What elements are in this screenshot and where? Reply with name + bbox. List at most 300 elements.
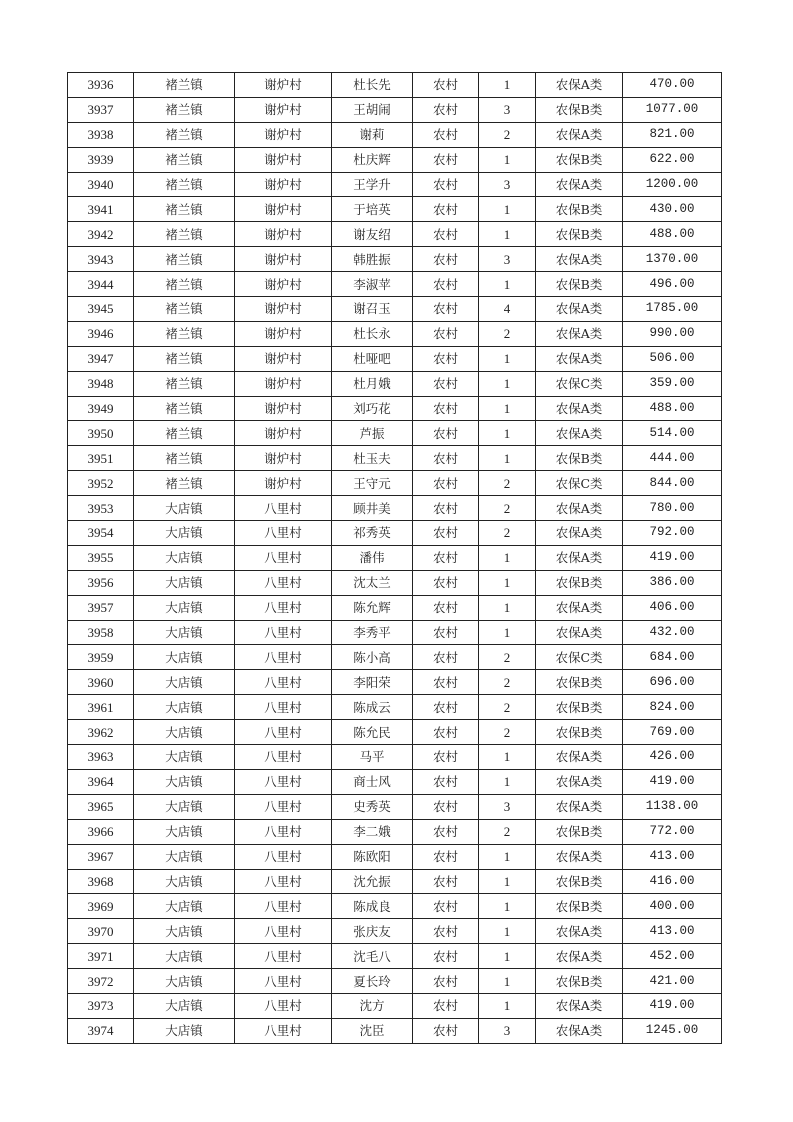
cell-serial-number: 3943 [68,247,134,272]
table-row [68,570,722,595]
cell-person-count: 1 [479,545,536,570]
cell-amount: 430.00 [623,197,722,222]
cell-person-count: 3 [479,794,536,819]
table-row [68,321,722,346]
cell-amount: 1077.00 [623,97,722,122]
cell-town: 大店镇 [134,894,235,919]
cell-person-count: 1 [479,844,536,869]
cell-village: 八里村 [235,645,332,670]
cell-serial-number: 3974 [68,1018,134,1043]
table-row [68,769,722,794]
cell-town: 大店镇 [134,521,235,546]
cell-name: 祁秀英 [332,521,413,546]
table-row [68,545,722,570]
cell-serial-number: 3937 [68,97,134,122]
cell-amount: 400.00 [623,894,722,919]
table-row [68,595,722,620]
cell-name: 夏长玲 [332,969,413,994]
cell-person-count: 1 [479,446,536,471]
table-row [68,894,722,919]
cell-category: 农保B类 [536,272,623,297]
cell-person-count: 3 [479,1018,536,1043]
cell-village: 八里村 [235,993,332,1018]
cell-category: 农保B类 [536,819,623,844]
cell-village: 八里村 [235,894,332,919]
cell-serial-number: 3939 [68,147,134,172]
cell-person-count: 1 [479,944,536,969]
cell-name: 李淑苹 [332,272,413,297]
cell-town: 大店镇 [134,769,235,794]
cell-village: 谢炉村 [235,446,332,471]
table-row [68,993,722,1018]
cell-category: 农保A类 [536,620,623,645]
cell-household-type: 农村 [413,396,479,421]
cell-village: 谢炉村 [235,346,332,371]
cell-name: 韩胜振 [332,247,413,272]
cell-household-type: 农村 [413,521,479,546]
cell-household-type: 农村 [413,172,479,197]
cell-town: 褚兰镇 [134,147,235,172]
cell-serial-number: 3950 [68,421,134,446]
cell-household-type: 农村 [413,919,479,944]
cell-serial-number: 3958 [68,620,134,645]
cell-person-count: 4 [479,297,536,322]
cell-household-type: 农村 [413,819,479,844]
cell-person-count: 1 [479,371,536,396]
cell-category: 农保A类 [536,919,623,944]
cell-amount: 421.00 [623,969,722,994]
cell-category: 农保B类 [536,222,623,247]
table-row [68,421,722,446]
cell-village: 谢炉村 [235,421,332,446]
cell-village: 谢炉村 [235,197,332,222]
cell-household-type: 农村 [413,645,479,670]
cell-town: 褚兰镇 [134,247,235,272]
cell-household-type: 农村 [413,222,479,247]
cell-serial-number: 3938 [68,122,134,147]
cell-village: 八里村 [235,819,332,844]
cell-household-type: 农村 [413,894,479,919]
cell-town: 褚兰镇 [134,421,235,446]
cell-category: 农保A类 [536,1018,623,1043]
cell-amount: 413.00 [623,919,722,944]
cell-town: 大店镇 [134,844,235,869]
cell-household-type: 农村 [413,595,479,620]
table-row [68,521,722,546]
cell-serial-number: 3967 [68,844,134,869]
cell-name: 王胡闹 [332,97,413,122]
cell-village: 八里村 [235,521,332,546]
cell-serial-number: 3949 [68,396,134,421]
table-row [68,346,722,371]
cell-name: 商士风 [332,769,413,794]
cell-town: 褚兰镇 [134,197,235,222]
cell-name: 陈小高 [332,645,413,670]
cell-amount: 990.00 [623,321,722,346]
cell-serial-number: 3944 [68,272,134,297]
cell-category: 农保B类 [536,869,623,894]
cell-serial-number: 3941 [68,197,134,222]
cell-amount: 772.00 [623,819,722,844]
cell-person-count: 1 [479,969,536,994]
cell-village: 谢炉村 [235,297,332,322]
cell-name: 杜玉夫 [332,446,413,471]
cell-town: 大店镇 [134,570,235,595]
table-body [68,73,722,1044]
cell-serial-number: 3951 [68,446,134,471]
cell-household-type: 农村 [413,321,479,346]
cell-town: 大店镇 [134,869,235,894]
cell-category: 农保B类 [536,446,623,471]
cell-town: 褚兰镇 [134,122,235,147]
cell-amount: 488.00 [623,222,722,247]
cell-amount: 359.00 [623,371,722,396]
table-row [68,222,722,247]
cell-person-count: 1 [479,197,536,222]
table-row [68,1018,722,1043]
cell-village: 八里村 [235,944,332,969]
cell-household-type: 农村 [413,122,479,147]
cell-amount: 419.00 [623,545,722,570]
cell-amount: 792.00 [623,521,722,546]
cell-serial-number: 3936 [68,73,134,98]
cell-serial-number: 3946 [68,321,134,346]
table-row [68,620,722,645]
cell-town: 大店镇 [134,819,235,844]
cell-amount: 496.00 [623,272,722,297]
table-row [68,172,722,197]
cell-name: 刘巧花 [332,396,413,421]
cell-household-type: 农村 [413,695,479,720]
table-row [68,844,722,869]
cell-town: 褚兰镇 [134,222,235,247]
cell-village: 谢炉村 [235,247,332,272]
cell-village: 八里村 [235,496,332,521]
cell-village: 八里村 [235,570,332,595]
cell-name: 王守元 [332,471,413,496]
cell-person-count: 1 [479,222,536,247]
cell-category: 农保A类 [536,844,623,869]
cell-serial-number: 3953 [68,496,134,521]
cell-town: 大店镇 [134,496,235,521]
cell-town: 褚兰镇 [134,471,235,496]
cell-serial-number: 3942 [68,222,134,247]
table-row [68,73,722,98]
cell-village: 谢炉村 [235,73,332,98]
cell-amount: 1245.00 [623,1018,722,1043]
cell-village: 八里村 [235,745,332,770]
cell-household-type: 农村 [413,745,479,770]
cell-name: 潘伟 [332,545,413,570]
cell-category: 农保A类 [536,769,623,794]
table-row [68,695,722,720]
cell-household-type: 农村 [413,620,479,645]
cell-category: 农保A类 [536,247,623,272]
cell-village: 八里村 [235,620,332,645]
cell-amount: 386.00 [623,570,722,595]
cell-town: 褚兰镇 [134,396,235,421]
cell-amount: 452.00 [623,944,722,969]
table-row [68,297,722,322]
cell-serial-number: 3968 [68,869,134,894]
cell-name: 杜长永 [332,321,413,346]
cell-village: 八里村 [235,670,332,695]
cell-village: 八里村 [235,769,332,794]
cell-amount: 769.00 [623,720,722,745]
table-row [68,147,722,172]
cell-name: 陈欧阳 [332,844,413,869]
cell-amount: 1138.00 [623,794,722,819]
cell-amount: 622.00 [623,147,722,172]
cell-category: 农保A类 [536,993,623,1018]
cell-person-count: 1 [479,769,536,794]
cell-person-count: 2 [479,122,536,147]
cell-village: 谢炉村 [235,122,332,147]
cell-person-count: 1 [479,993,536,1018]
cell-category: 农保A类 [536,297,623,322]
cell-name: 于培英 [332,197,413,222]
cell-person-count: 2 [479,670,536,695]
cell-amount: 780.00 [623,496,722,521]
cell-name: 谢召玉 [332,297,413,322]
cell-serial-number: 3955 [68,545,134,570]
cell-amount: 824.00 [623,695,722,720]
cell-village: 谢炉村 [235,97,332,122]
cell-name: 张庆友 [332,919,413,944]
cell-name: 沈方 [332,993,413,1018]
cell-household-type: 农村 [413,197,479,222]
cell-household-type: 农村 [413,944,479,969]
cell-category: 农保A类 [536,346,623,371]
cell-amount: 426.00 [623,745,722,770]
cell-serial-number: 3964 [68,769,134,794]
cell-town: 褚兰镇 [134,321,235,346]
cell-person-count: 3 [479,172,536,197]
cell-town: 大店镇 [134,620,235,645]
cell-person-count: 2 [479,695,536,720]
cell-person-count: 2 [479,321,536,346]
cell-town: 大店镇 [134,969,235,994]
cell-household-type: 农村 [413,446,479,471]
cell-town: 大店镇 [134,919,235,944]
cell-village: 八里村 [235,720,332,745]
cell-town: 褚兰镇 [134,97,235,122]
cell-town: 褚兰镇 [134,73,235,98]
cell-amount: 821.00 [623,122,722,147]
cell-category: 农保A类 [536,496,623,521]
cell-village: 谢炉村 [235,222,332,247]
table-row [68,446,722,471]
cell-town: 褚兰镇 [134,272,235,297]
cell-household-type: 农村 [413,769,479,794]
cell-village: 八里村 [235,969,332,994]
cell-amount: 844.00 [623,471,722,496]
table-row [68,496,722,521]
table-row [68,197,722,222]
cell-village: 谢炉村 [235,272,332,297]
table-row [68,396,722,421]
cell-serial-number: 3959 [68,645,134,670]
table-row [68,371,722,396]
cell-household-type: 农村 [413,496,479,521]
cell-amount: 413.00 [623,844,722,869]
table-row [68,471,722,496]
cell-person-count: 1 [479,595,536,620]
cell-category: 农保B类 [536,720,623,745]
cell-person-count: 2 [479,521,536,546]
table-row [68,720,722,745]
table-row [68,969,722,994]
cell-category: 农保C类 [536,371,623,396]
cell-amount: 506.00 [623,346,722,371]
cell-household-type: 农村 [413,794,479,819]
cell-serial-number: 3962 [68,720,134,745]
cell-person-count: 1 [479,396,536,421]
cell-category: 农保B类 [536,570,623,595]
cell-amount: 416.00 [623,869,722,894]
cell-name: 李二娥 [332,819,413,844]
cell-name: 陈成云 [332,695,413,720]
cell-town: 大店镇 [134,1018,235,1043]
cell-person-count: 1 [479,73,536,98]
cell-name: 王学升 [332,172,413,197]
cell-household-type: 农村 [413,371,479,396]
cell-village: 八里村 [235,844,332,869]
cell-household-type: 农村 [413,97,479,122]
cell-serial-number: 3948 [68,371,134,396]
cell-category: 农保A类 [536,545,623,570]
cell-category: 农保B类 [536,197,623,222]
cell-village: 谢炉村 [235,147,332,172]
cell-town: 大店镇 [134,645,235,670]
cell-amount: 696.00 [623,670,722,695]
cell-village: 八里村 [235,794,332,819]
cell-household-type: 农村 [413,545,479,570]
cell-serial-number: 3961 [68,695,134,720]
cell-household-type: 农村 [413,421,479,446]
cell-category: 农保C类 [536,645,623,670]
cell-serial-number: 3969 [68,894,134,919]
cell-category: 农保A类 [536,421,623,446]
cell-household-type: 农村 [413,272,479,297]
cell-person-count: 2 [479,496,536,521]
cell-amount: 514.00 [623,421,722,446]
cell-village: 谢炉村 [235,172,332,197]
cell-town: 大店镇 [134,993,235,1018]
cell-category: 农保B类 [536,670,623,695]
cell-town: 大店镇 [134,794,235,819]
cell-amount: 488.00 [623,396,722,421]
cell-village: 谢炉村 [235,471,332,496]
cell-serial-number: 3945 [68,297,134,322]
table-row [68,97,722,122]
cell-household-type: 农村 [413,297,479,322]
cell-household-type: 农村 [413,570,479,595]
table-row [68,944,722,969]
cell-town: 大店镇 [134,944,235,969]
cell-serial-number: 3940 [68,172,134,197]
cell-person-count: 1 [479,894,536,919]
cell-name: 沈允振 [332,869,413,894]
cell-category: 农保A类 [536,521,623,546]
cell-name: 陈允辉 [332,595,413,620]
cell-category: 农保A类 [536,321,623,346]
cell-category: 农保B类 [536,695,623,720]
cell-town: 大店镇 [134,545,235,570]
cell-serial-number: 3956 [68,570,134,595]
cell-serial-number: 3947 [68,346,134,371]
cell-household-type: 农村 [413,247,479,272]
cell-town: 褚兰镇 [134,371,235,396]
cell-category: 农保A类 [536,396,623,421]
cell-village: 谢炉村 [235,371,332,396]
cell-town: 大店镇 [134,595,235,620]
cell-town: 褚兰镇 [134,346,235,371]
cell-household-type: 农村 [413,73,479,98]
cell-person-count: 2 [479,645,536,670]
cell-person-count: 2 [479,471,536,496]
cell-household-type: 农村 [413,993,479,1018]
cell-town: 褚兰镇 [134,446,235,471]
cell-village: 八里村 [235,595,332,620]
cell-category: 农保A类 [536,73,623,98]
cell-household-type: 农村 [413,844,479,869]
cell-serial-number: 3963 [68,745,134,770]
cell-village: 谢炉村 [235,321,332,346]
cell-name: 沈臣 [332,1018,413,1043]
cell-person-count: 2 [479,819,536,844]
cell-household-type: 农村 [413,471,479,496]
cell-category: 农保B类 [536,97,623,122]
cell-name: 杜哑吧 [332,346,413,371]
cell-name: 陈成良 [332,894,413,919]
table-row [68,794,722,819]
cell-household-type: 农村 [413,1018,479,1043]
cell-category: 农保A类 [536,745,623,770]
cell-serial-number: 3972 [68,969,134,994]
cell-amount: 419.00 [623,993,722,1018]
cell-name: 李阳荣 [332,670,413,695]
cell-person-count: 3 [479,247,536,272]
table-row [68,272,722,297]
cell-serial-number: 3971 [68,944,134,969]
table-row [68,745,722,770]
cell-category: 农保B类 [536,969,623,994]
cell-amount: 1370.00 [623,247,722,272]
cell-serial-number: 3970 [68,919,134,944]
table-row [68,819,722,844]
table-row [68,122,722,147]
cell-name: 谢莉 [332,122,413,147]
cell-category: 农保A类 [536,122,623,147]
cell-household-type: 农村 [413,147,479,172]
cell-person-count: 1 [479,147,536,172]
cell-household-type: 农村 [413,346,479,371]
cell-serial-number: 3960 [68,670,134,695]
cell-serial-number: 3966 [68,819,134,844]
cell-name: 芦振 [332,421,413,446]
table-row [68,645,722,670]
cell-village: 谢炉村 [235,396,332,421]
cell-name: 李秀平 [332,620,413,645]
cell-town: 大店镇 [134,745,235,770]
cell-name: 马平 [332,745,413,770]
cell-name: 杜长先 [332,73,413,98]
cell-town: 褚兰镇 [134,297,235,322]
cell-village: 八里村 [235,919,332,944]
cell-person-count: 1 [479,346,536,371]
cell-category: 农保A类 [536,172,623,197]
